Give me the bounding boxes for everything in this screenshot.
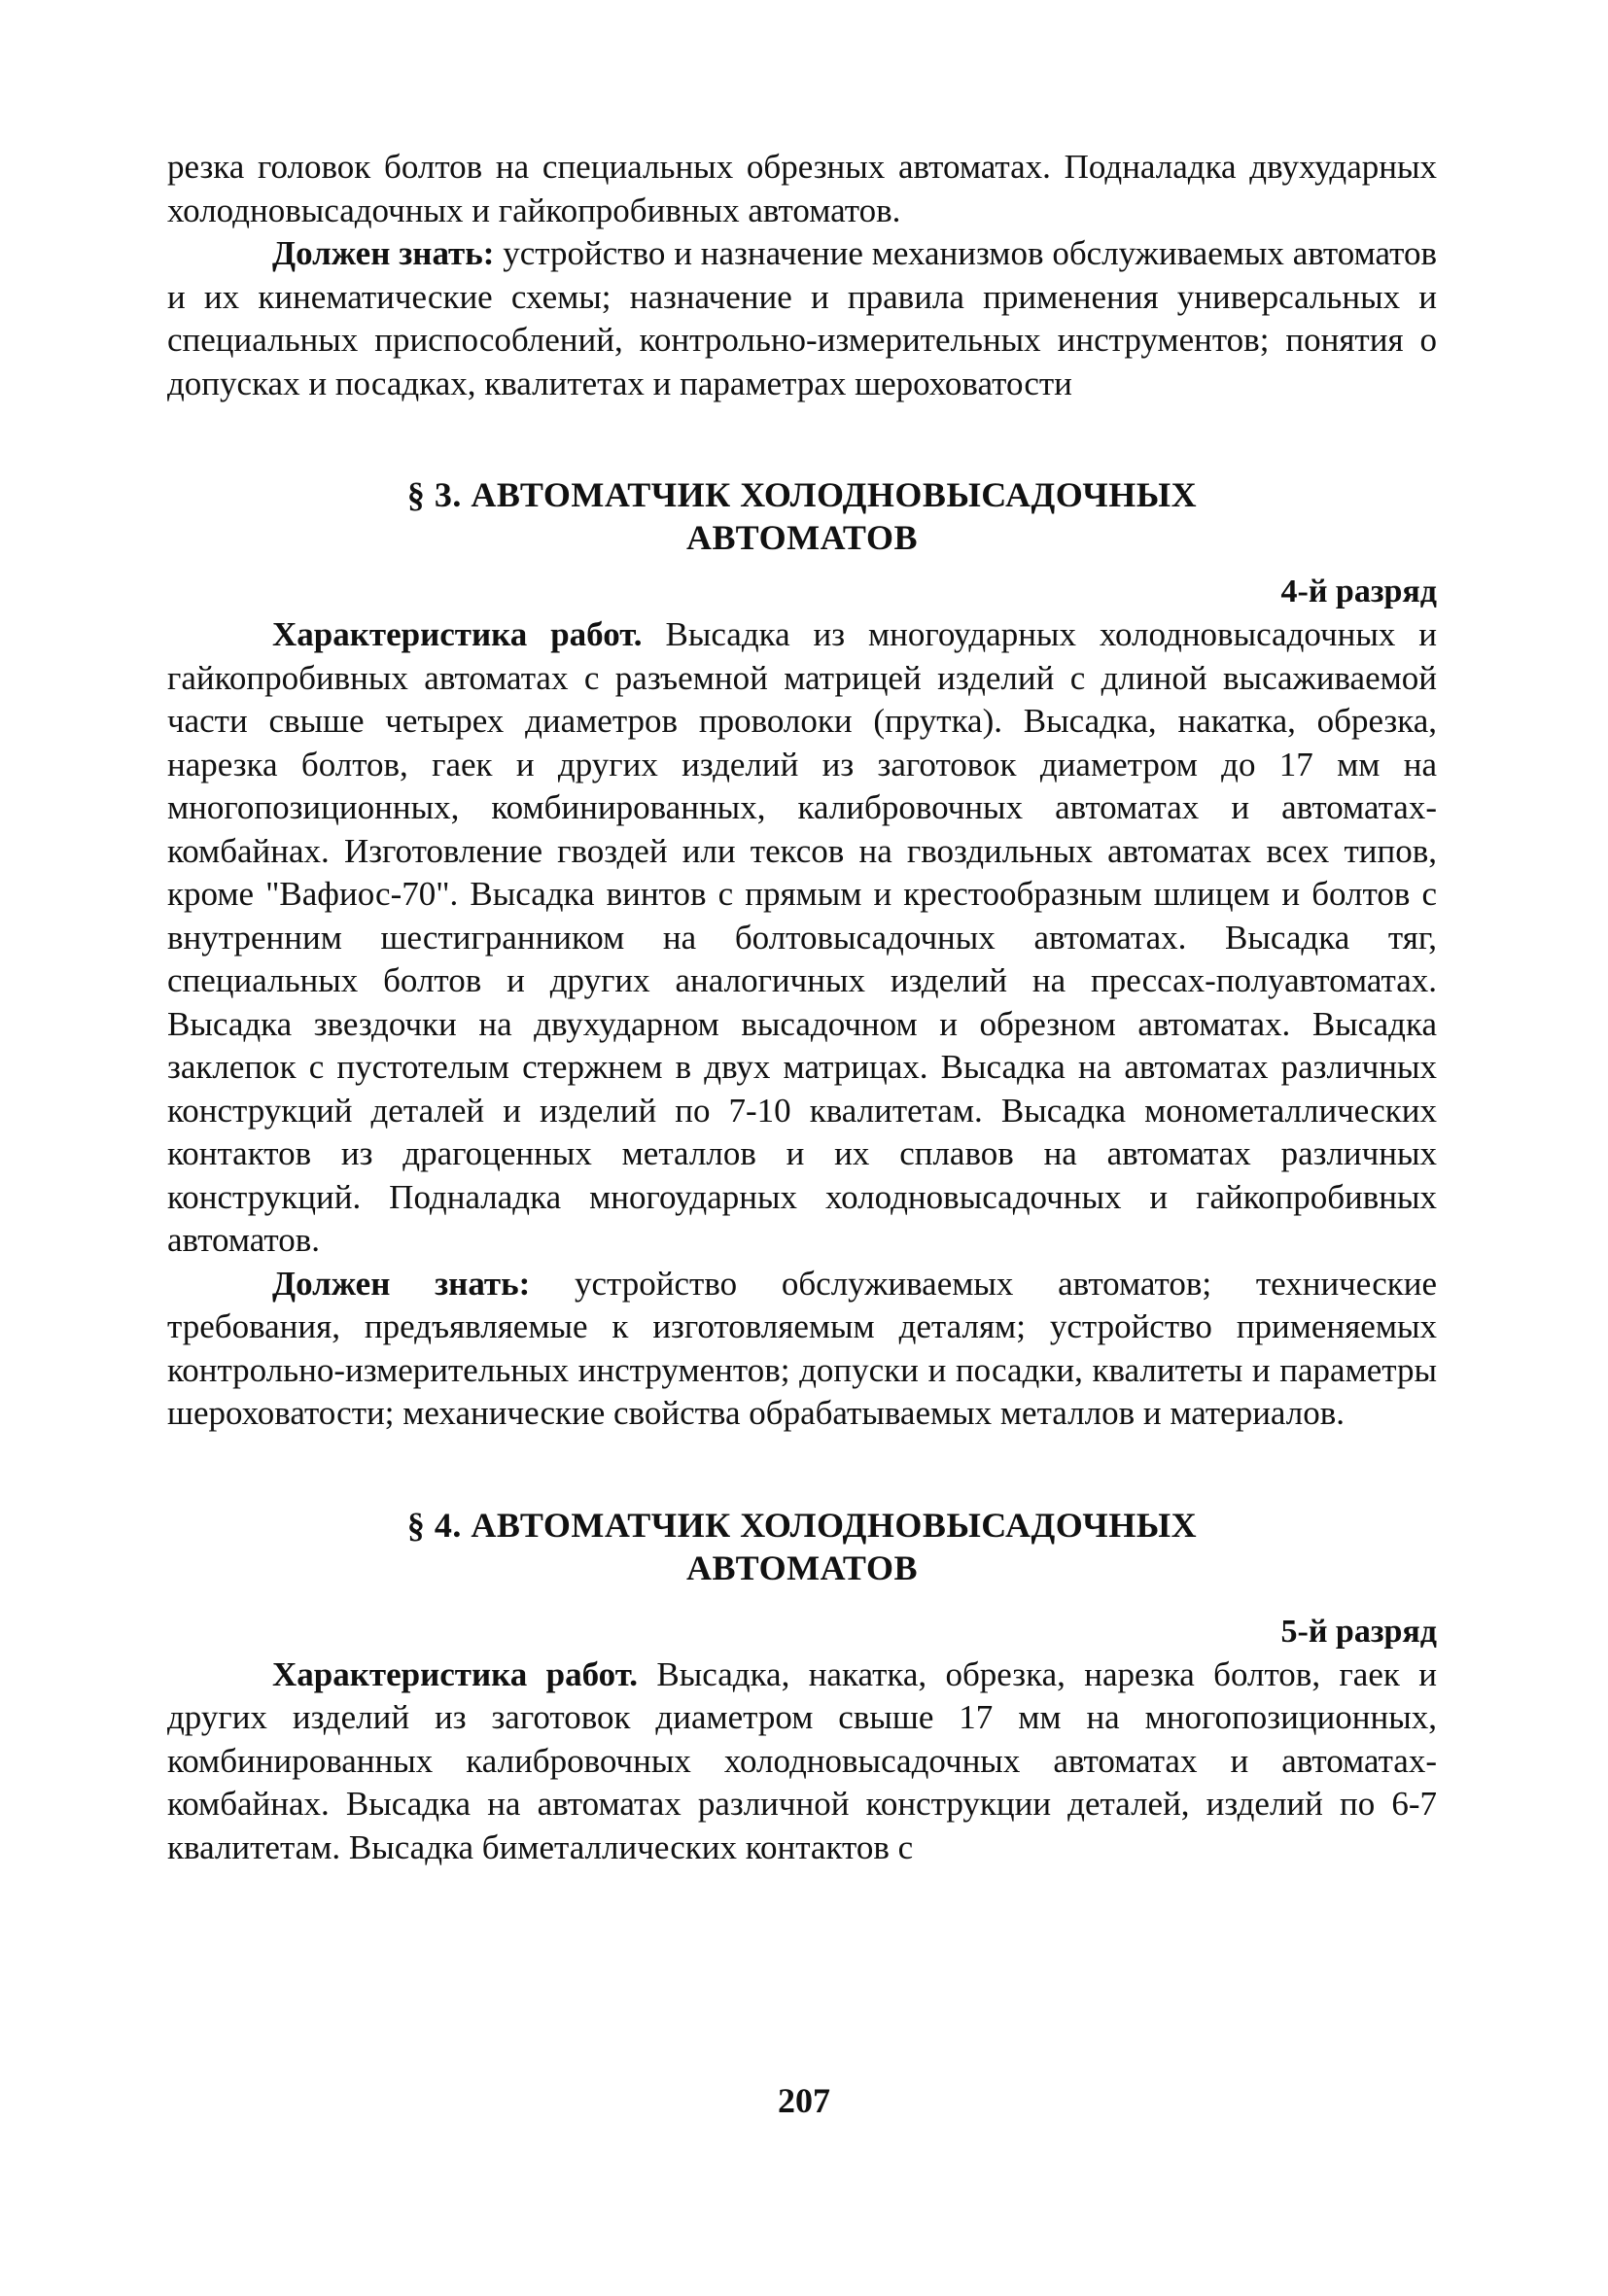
page-body <box>167 146 1437 1869</box>
page-number: 207 <box>778 2081 830 2120</box>
section3-title-line1: § 3. АВТОМАТЧИК ХОЛОДНОВЫСАДОЧНЫХ <box>406 475 1198 514</box>
section4-title-line1: § 4. АВТОМАТЧИК ХОЛОДНОВЫСАДОЧНЫХ <box>406 1505 1198 1545</box>
section3-char-label: Характеристика работ. <box>272 615 643 653</box>
section3-characteristics <box>167 613 1437 1263</box>
section4-title-line2: АВТОМАТОВ <box>686 1548 918 1587</box>
section4-characteristics <box>167 1653 1437 1870</box>
section3-know-text: устройство обслуживаемых автоматов; технические требования, предъявляемые к изготовляемым деталям; устройство применяемых контрольно-измерительных инструментов; допуски и посадки, квалитеты и параметры шероховатости; механические свойства обрабатываемых металлов и материалов. <box>167 1264 1437 1432</box>
intro-know-paragraph <box>167 232 1437 405</box>
section4-char-label: Характеристика работ. <box>272 1654 639 1693</box>
section4-grade: 5-й разряд <box>1280 1613 1437 1650</box>
section3-grade: 4-й разряд <box>1280 574 1437 609</box>
section3-char-text: Высадка из многоударных холодновысадочных и гайкопробивных автоматах с разъемной матрицей изделий с длиной высаживаемой части свыше четырех диаметров проволоки (прутка). Высадка, накатка, обрезка, нарезка болтов, гаек и других изделий из заготовок диаметром до 17 мм на многопозиционных, комбинированных, калибровочных автоматах и автоматах-комбайнах. Изготовление гвоздей или тексов на гвоздильных автоматах всех типов, кроме "Вафиос-70". Высадка винтов с прямым и крестообразным шлицем и болтов с внутренним шестигранником на болтовысадочных автоматах. Высадка тяг, специальных болтов и других аналогичных изделий на прессах-полуавтоматах. Высадка звездочки на двухударном высадочном и обрезном автоматах. Высадка заклепок с пустотелым стержнем в двух матрицах. Высадка на автоматах различных конструкций деталей и изделий по 7-10 квалитетам. Высадка монометаллических контактов из драгоценных металлов и их сплавов на автоматах различных конструкций. Подналадка многоударных холодновысадочных и гайкопробивных автоматов. <box>167 615 1437 1259</box>
intro-know-text: устройство и назначение механизмов обслуживаемых автоматов и их кинематические схемы; назначение и правила применения универсальных и специальных приспособлений, контрольно-измерительных инструментов; понятия о допусках и посадках, квалитетах и параметрах шероховатости <box>167 234 1437 402</box>
intro-paragraph: резка головок болтов на специальных обрезных автоматах. Подналадка двухударных холодновысадочных и гайкопробивных автоматов. <box>167 148 1437 229</box>
section4-char-text: Высадка, накатка, обрезка, нарезка болтов, гаек и других изделий из заготовок диаметром свыше 17 мм на многопозиционных, комбинированных калибровочных холодновысадочных автоматах и автоматах-комбайнах. Высадка на автоматах различной конструкции деталей, изделий по 6-7 квалитетам. Высадка биметаллических контактов с <box>167 1654 1437 1866</box>
section3-know-label: Должен знать: <box>272 1264 531 1303</box>
section3-title-line2: АВТОМАТОВ <box>686 518 918 557</box>
intro-know-label: Должен знать: <box>272 234 495 272</box>
section3-know-paragraph <box>167 1263 1437 1436</box>
